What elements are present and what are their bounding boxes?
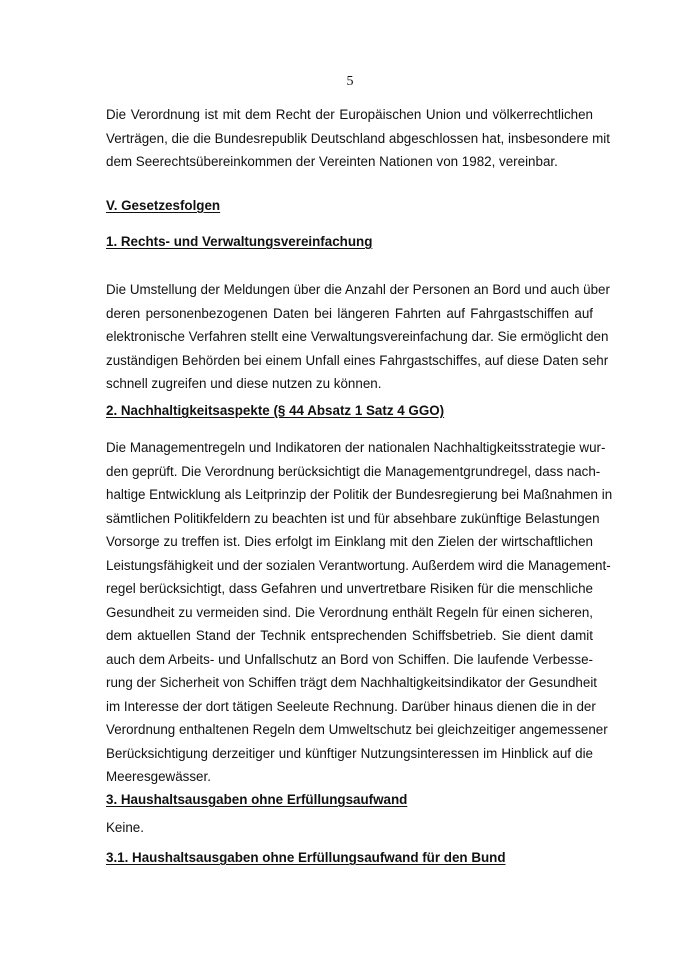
page-number: 5: [346, 74, 354, 89]
section-3-text: Keine.: [106, 820, 144, 835]
intro-paragraph: [106, 103, 610, 174]
paragraph-line: Verträgen, die die Bundesrepublik Deutschland abgeschlossen hat, insbesondere mit: [106, 130, 610, 146]
paragraph-line: Vorsorge zu treffen ist. Dies erfolgt im Einklang mit den Zielen der wirtschaftlichen: [106, 534, 593, 549]
paragraph-line: haltige Entwicklung als Leitprinzip der Politik der Bundesregierung bei Maßnahmen in: [106, 487, 613, 502]
paragraph-line: zuständigen Behörden bei einem Unfall eines Fahrgastschiffes, auf diese Daten sehr: [106, 352, 609, 368]
section-3-1-heading: 3.1. Haushaltsausgaben ohne Erfüllungsaufwand für den Bund: [106, 850, 506, 865]
paragraph-line: dem Seerechtsübereinkommen der Vereinten Nationen von 1982, vereinbar.: [106, 154, 558, 169]
paragraph-line: Die Managementregeln und Indikatoren der nationalen Nachhaltigkeitsstrategie wur-: [106, 440, 606, 455]
section-3-heading: 3. Haushaltsausgaben ohne Erfüllungsaufwand: [106, 792, 408, 807]
paragraph-line: rung der Sicherheit von Schiffen trägt dem Nachhaltigkeitsindikator der Gesundheit: [106, 675, 598, 690]
paragraph-line: Die Verordnung ist mit dem Recht der Europäischen Union und völkerrechtlichen: [106, 107, 593, 122]
paragraph-line: auch dem Arbeits- und Unfallschutz an Bord von Schiffen. Die laufende Verbesse-: [106, 651, 593, 667]
section-1-paragraph: [106, 278, 610, 396]
paragraph-line: Gesundheit zu vermeiden sind. Die Verordnung enthält Regeln für einen sicheren,: [106, 604, 593, 620]
paragraph-line: regel berücksichtigt, dass Gefahren und unvertretbare Risiken für die menschliche: [106, 581, 593, 596]
paragraph-line: elektronische Verfahren stellt eine Verwaltungsvereinfachung dar. Sie ermöglicht den: [106, 329, 609, 344]
paragraph-line: dem aktuellen Stand der Technik entsprechenden Schiffsbetrieb. Sie dient damit: [106, 628, 593, 643]
section-2-paragraph: [106, 436, 613, 789]
paragraph-line: Berücksichtigung derzeitiger und künftiger Nutzungsinteressen im Hinblick auf die: [106, 745, 593, 761]
section-v-heading: V. Gesetzesfolgen: [106, 198, 221, 213]
section-2-heading: 2. Nachhaltigkeitsaspekte (§ 44 Absatz 1 Satz 4 GGO): [106, 403, 445, 418]
paragraph-line: sämtlichen Politikfeldern zu beachten ist und für absehbare zukünftige Belastungen: [106, 510, 600, 526]
section-1-heading: 1. Rechts- und Verwaltungsvereinfachung: [106, 234, 373, 249]
paragraph-line: deren personenbezogenen Daten bei längeren Fahrten auf Fahrgastschiffen auf: [106, 305, 593, 321]
paragraph-line: schnell zugreifen und diese nutzen zu können.: [106, 376, 382, 391]
paragraph-line: Verordnung enthaltenen Regeln dem Umweltschutz bei gleichzeitiger angemessener: [106, 722, 608, 737]
paragraph-line: Die Umstellung der Meldungen über die Anzahl der Personen an Bord und auch über: [106, 282, 610, 297]
paragraph-line: Leistungsfähigkeit und der sozialen Verantwortung. Außerdem wird die Management-: [106, 557, 611, 573]
paragraph-line: im Interesse der dort tätigen Seeleute Rechnung. Darüber hinaus dienen die in der: [106, 698, 596, 714]
paragraph-line: den geprüft. Die Verordnung berücksichtigt die Managementgrundregel, dass nach-: [106, 463, 601, 479]
paragraph-line: Meeresgewässer.: [106, 769, 211, 784]
